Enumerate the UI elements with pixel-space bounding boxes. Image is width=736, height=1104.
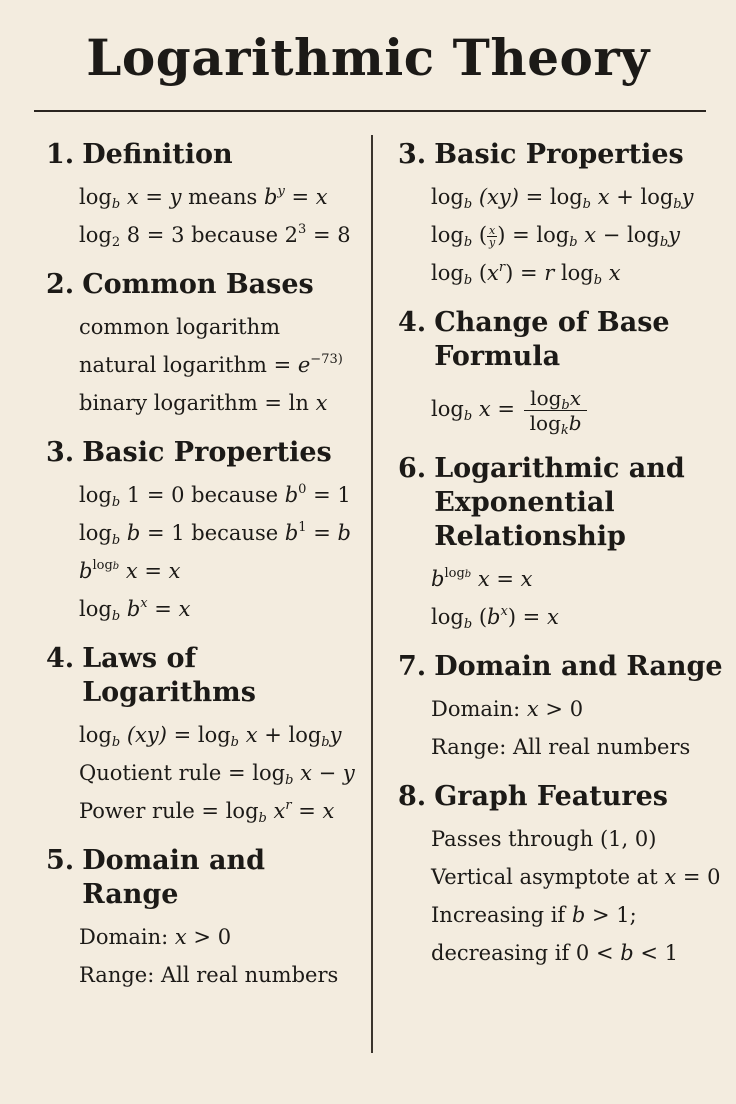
section-heading (398, 306, 730, 374)
text-line: Range: All real numbers (79, 963, 339, 987)
formula-line: decreasing if 0 < b < 1 (431, 941, 678, 965)
section-heading (46, 436, 364, 470)
section-title: Basic Properties (434, 139, 684, 170)
formula-line: $b^{logb}$ x = x (79, 558, 181, 583)
formula-line: $\log_b (x^r) = r$ $\log_b x$ (431, 260, 621, 288)
section-domain-range-right (398, 650, 730, 766)
section-title: Domain and Range (82, 845, 265, 910)
formula-line: natural logarithm = $e^{-73)}$ (79, 352, 343, 377)
formula-line: $\log_b$ ( $\frac{x}{y}$ ) = $\log_b x - \log_by$ (431, 223, 681, 250)
section-relationship (398, 452, 730, 636)
formula-line: $\log_b b = 1$ because $b^1 = b$ (79, 520, 351, 548)
formula-line: $\log_b b^x = x$ (79, 596, 191, 624)
formula-line: $\log_b (xy) = \log_b x + \log_by$ (431, 185, 694, 212)
section-number: 8. (398, 781, 427, 812)
section-number: 3. (46, 437, 75, 468)
section-number: 2. (46, 269, 75, 300)
section-number: 5. (46, 845, 75, 876)
formula-line: Increasing if b > 1; (431, 903, 637, 927)
section-domain-range (46, 844, 364, 994)
formula-line: Domain: x > 0 (79, 925, 232, 949)
formula-line: $\log_b (xy) = \log_b x + \log_by$ (79, 723, 342, 750)
formula-line: $b^{logb}$ x = x (431, 566, 533, 591)
section-heading (398, 780, 730, 814)
formula-line: $\log_b x$ = $\frac{\log_bx}{\log_kb}$ (431, 380, 730, 438)
formula-line: binary logarithm = ln x (79, 391, 328, 415)
section-title: Definition (82, 139, 233, 170)
section-number: 1. (46, 139, 75, 170)
section-number: 3. (398, 139, 427, 170)
formula-line: Vertical asymptote at x = 0 (431, 865, 721, 889)
section-common-bases (46, 268, 364, 422)
section-title: Domain and Range (434, 651, 723, 682)
section-title: Basic Properties (82, 437, 332, 468)
fraction: $\frac{\log_bx}{\log_kb}$ (524, 386, 588, 435)
formula-line: $\log_b x = y$ means $b^y = x$ (79, 184, 328, 212)
text-line: Passes through (1, 0) (431, 827, 657, 851)
formula-line: $\log_2 8 = 3$ because $2^3 = 8$ (79, 222, 351, 250)
column-divider (371, 135, 373, 1053)
section-title: Graph Features (434, 781, 668, 812)
section-title: Common Bases (82, 269, 314, 300)
formula-line: Quotient rule = $\log_b x - y$ (79, 761, 355, 788)
section-number: 6. (398, 453, 427, 484)
section-heading (46, 268, 364, 302)
section-definition (46, 138, 364, 254)
section-number: 4. (46, 643, 75, 674)
section-heading (46, 138, 364, 172)
right-column (398, 138, 730, 986)
section-number: 7. (398, 651, 427, 682)
section-title: Logarithmic and Exponential Relationship (434, 453, 685, 552)
section-change-of-base (398, 306, 730, 438)
formula-line: Domain: x > 0 (431, 697, 584, 721)
section-title: Change of Base Formula (434, 307, 670, 372)
section-heading (398, 650, 730, 684)
section-heading (398, 452, 730, 554)
left-column (46, 138, 364, 1008)
section-number: 4. (398, 307, 427, 338)
section-laws (46, 642, 364, 830)
section-title: Laws of Logarithms (82, 643, 256, 708)
section-heading (46, 844, 364, 912)
text-line: common logarithm (79, 315, 281, 339)
formula-line: Power rule = $\log_b x^r = x$ (79, 798, 335, 826)
section-heading (398, 138, 730, 172)
text-line: Range: All real numbers (431, 735, 691, 759)
formula-line: $\log_b (b^x) = x$ (431, 604, 559, 632)
section-basic-properties-right (398, 138, 730, 292)
section-heading (46, 642, 364, 710)
section-graph-features (398, 780, 730, 972)
formula-line: $\log_b 1 = 0$ because $b^0 = 1$ (79, 482, 351, 510)
section-basic-properties (46, 436, 364, 628)
title-divider (34, 110, 706, 112)
page-title: Logarithmic Theory (86, 28, 650, 87)
fraction: $\frac{x}{y}$ (489, 224, 496, 249)
